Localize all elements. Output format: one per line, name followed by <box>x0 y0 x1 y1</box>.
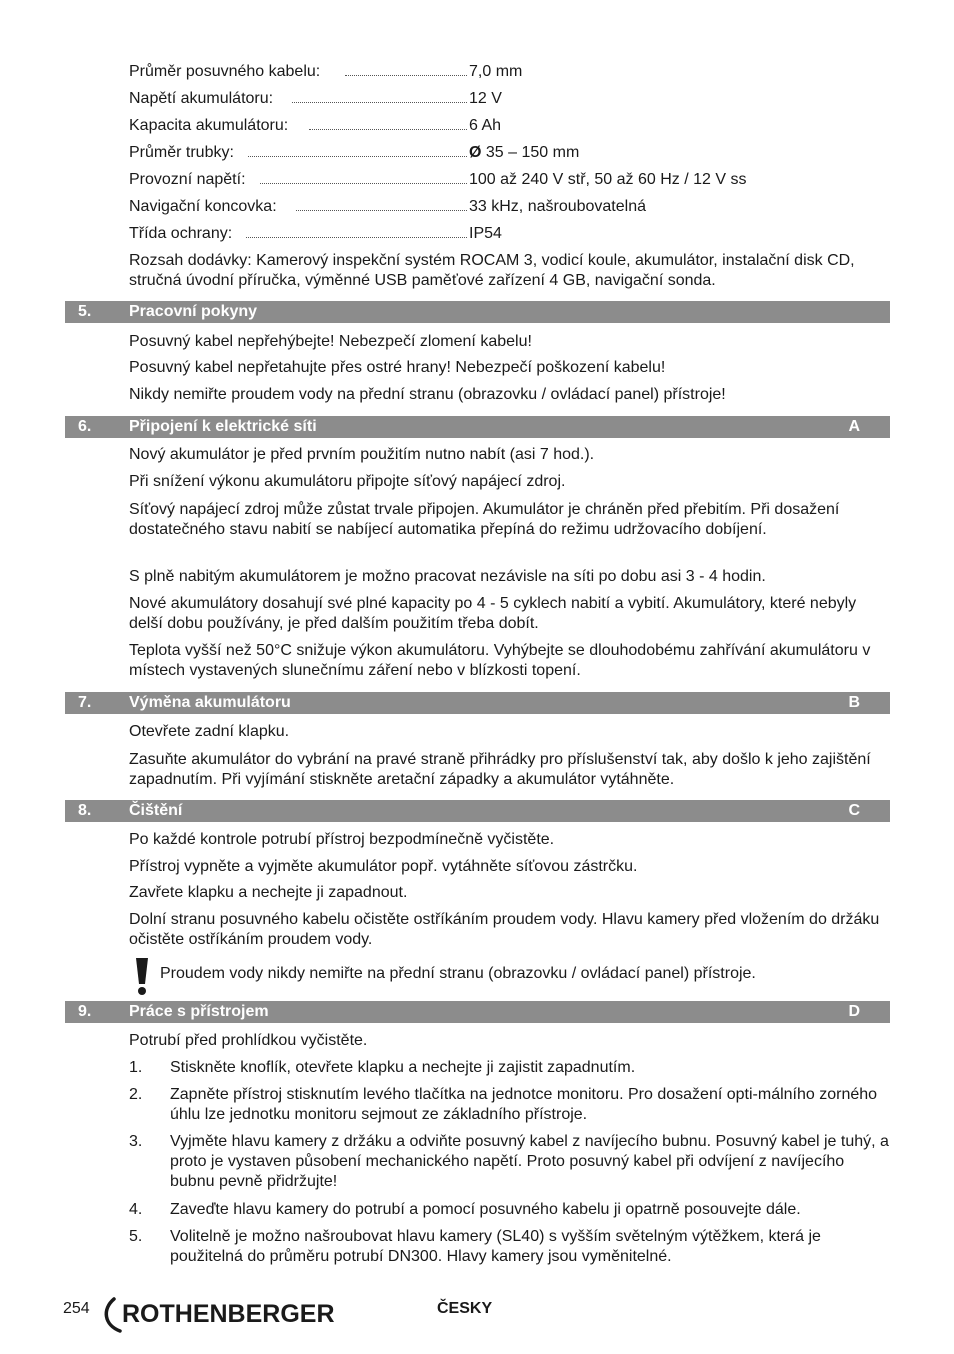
section-number: 5. <box>78 303 92 320</box>
paragraph: Po každé kontrole potrubí přístroj bezpodmínečně vyčistěte. <box>129 831 555 848</box>
paragraph: Nikdy nemiřte proudem vody na přední stranu (obrazovku / ovládací panel) přístroje! <box>129 386 726 403</box>
step-number: 1. <box>129 1059 143 1076</box>
paragraph: Při snížení výkonu akumulátoru připojte síťový napájecí zdroj. <box>129 473 566 490</box>
leader-dots <box>260 183 467 184</box>
paragraph: Síťový napájecí zdroj může zůstat trvale připojen. Akumulátor je chráněn před přebitím. Při dosažení dostatečného stavu nabití se nabíjecí automatika přepíná do režimu udržovacího dobíjení. <box>129 501 840 538</box>
section-number: 9. <box>78 1003 92 1020</box>
step-number: 4. <box>129 1201 143 1218</box>
section-header-9 <box>65 1001 890 1023</box>
spec-row <box>129 224 889 244</box>
section-title: Výměna akumulátoru <box>129 694 291 711</box>
section-title: Pracovní pokyny <box>129 303 258 320</box>
step-text: Stiskněte knoflík, otevřete klapku a nechejte ji zajistit zapadnutím. <box>170 1059 636 1076</box>
spec-row <box>129 197 889 217</box>
spec-value: 7,0 mm <box>469 63 523 80</box>
leader-dots <box>296 210 467 211</box>
section-number: 6. <box>78 418 92 435</box>
figure-reference: D <box>848 1003 860 1020</box>
leader-dots <box>246 237 467 238</box>
step-text: Volitelně je možno našroubovat hlavu kamery (SL40) s vyšším světelným výtěžkem, která je použitelná do průměru potrubí DN300. Hlavy kamery jsou vyměnitelné. <box>170 1228 821 1265</box>
section-header-5 <box>65 301 890 323</box>
spec-value-text: 35 – 150 mm <box>485 144 580 161</box>
step-number: 3. <box>129 1133 143 1150</box>
spec-label: Průměr posuvného kabelu: <box>129 63 321 80</box>
section-header-8 <box>65 800 890 822</box>
spec-row <box>129 89 889 109</box>
language-label: ČESKY <box>437 1300 493 1317</box>
section-title: Připojení k elektrické síti <box>129 418 317 435</box>
logo-wordmark: ROTHENBERGER <box>122 1300 335 1328</box>
step-number: 5. <box>129 1228 143 1245</box>
leader-dots <box>248 156 467 157</box>
spec-value: IP54 <box>469 225 502 242</box>
spec-label: Navigační koncovka: <box>129 198 277 215</box>
spec-value: 12 V <box>469 90 502 107</box>
spec-label: Provozní napětí: <box>129 171 246 188</box>
spec-label: Průměr trubky: <box>129 144 234 161</box>
figure-reference: A <box>848 418 860 435</box>
paragraph: Dolní stranu posuvného kabelu očistěte ostříkáním proudem vody. Hlavu kamery před vložením do držáku očistěte ostříkáním proudem vody. <box>129 911 880 948</box>
paragraph: Zasuňte akumulátor do vybrání na pravé straně přihrádky pro příslušenství tak, aby došlo k jeho zajištění zapadnutím. Při vyjímání stiskněte aretační západky a akumulátor vytáhněte. <box>129 751 871 788</box>
paragraph: Teplota vyšší než 50°C snižuje výkon akumulátoru. Vyhýbejte se dlouhodobému zahřívání akumulátoru v místech vystavených slunečnímu záření nebo v blízkosti topení. <box>129 642 871 679</box>
spec-row <box>129 170 889 190</box>
section-header-7 <box>65 692 890 714</box>
spec-label: Třída ochrany: <box>129 225 233 242</box>
step-text: Zapněte přístroj stisknutím levého tlačítka na jednotce monitoru. Pro dosažení opti-málního zorného úhlu lze jednotku monitoru sejmout ze základního přístroje. <box>170 1086 878 1123</box>
leader-dots <box>345 75 467 76</box>
page-number: 254 <box>63 1300 90 1317</box>
spec-value <box>469 143 579 163</box>
paragraph: Zavřete klapku a nechejte ji zapadnout. <box>129 884 408 901</box>
step-text: Zaveďte hlavu kamery do potrubí a pomocí posuvného kabelu ji opatrně posouvejte dále. <box>170 1201 801 1218</box>
figure-reference: C <box>848 802 860 819</box>
scope-of-delivery: Rozsah dodávky: Kamerový inspekční systém ROCAM 3, vodicí koule, akumulátor, instalační disk CD, stručná úvodní příručka, výměnné USB paměťové zařízení 4 GB, navigační sonda. <box>129 252 855 289</box>
figure-reference: B <box>848 694 860 711</box>
spec-row <box>129 62 889 82</box>
spec-row <box>129 143 889 163</box>
paragraph: Nový akumulátor je před prvním použitím nutno nabít (asi 7 hod.). <box>129 446 595 463</box>
paragraph: Posuvný kabel nepřehýbejte! Nebezpečí zlomení kabelu! <box>129 333 532 350</box>
diameter-symbol: Ø <box>469 144 482 161</box>
spec-label: Napětí akumulátoru: <box>129 90 274 107</box>
spec-value: 100 až 240 V stř, 50 až 60 Hz / 12 V ss <box>469 171 747 188</box>
paragraph: S plně nabitým akumulátorem je možno pracovat nezávisle na síti po dobu asi 3 - 4 hodin. <box>129 568 766 585</box>
step-number: 2. <box>129 1086 143 1103</box>
spec-value: 6 Ah <box>469 117 502 134</box>
section-number: 8. <box>78 802 92 819</box>
spec-label: Kapacita akumulátoru: <box>129 117 289 134</box>
section-title: Čištění <box>129 802 183 819</box>
warning-text: Proudem vody nikdy nemiřte na přední stranu (obrazovku / ovládací panel) přístroje. <box>160 965 756 982</box>
paragraph: Potrubí před prohlídkou vyčistěte. <box>129 1032 368 1049</box>
section-number: 7. <box>78 694 92 711</box>
step-text: Vyjměte hlavu kamery z držáku a odviňte posuvný kabel z navíjecího bubnu. Posuvný kabel je tuhý, a proto je vystaven působení mechanického napětí. Proto posuvný kabel při odvíjení z navíjecího bubnu pevně přidržujte! <box>170 1133 889 1190</box>
paragraph: Přístroj vypněte a vyjměte akumulátor popř. vytáhněte síťovou zástrčku. <box>129 858 638 875</box>
paragraph: Otevřete zadní klapku. <box>129 723 290 740</box>
leader-dots <box>309 129 467 130</box>
rothenberger-logo <box>100 1295 350 1335</box>
spec-value: 33 kHz, našroubovatelná <box>469 198 646 215</box>
exclamation-warning-icon <box>131 956 153 996</box>
section-header-6 <box>65 416 890 438</box>
spec-row <box>129 116 889 136</box>
leader-dots <box>292 102 467 103</box>
section-title: Práce s přístrojem <box>129 1003 269 1020</box>
paragraph: Nové akumulátory dosahují své plné kapacity po 4 - 5 cyklech nabití a vybití. Akumulátory, které nebyly delší dobu používány, je před dalším použitím třeba dobít. <box>129 595 857 632</box>
paragraph: Posuvný kabel nepřetahujte přes ostré hrany! Nebezpečí poškození kabelu! <box>129 359 666 376</box>
